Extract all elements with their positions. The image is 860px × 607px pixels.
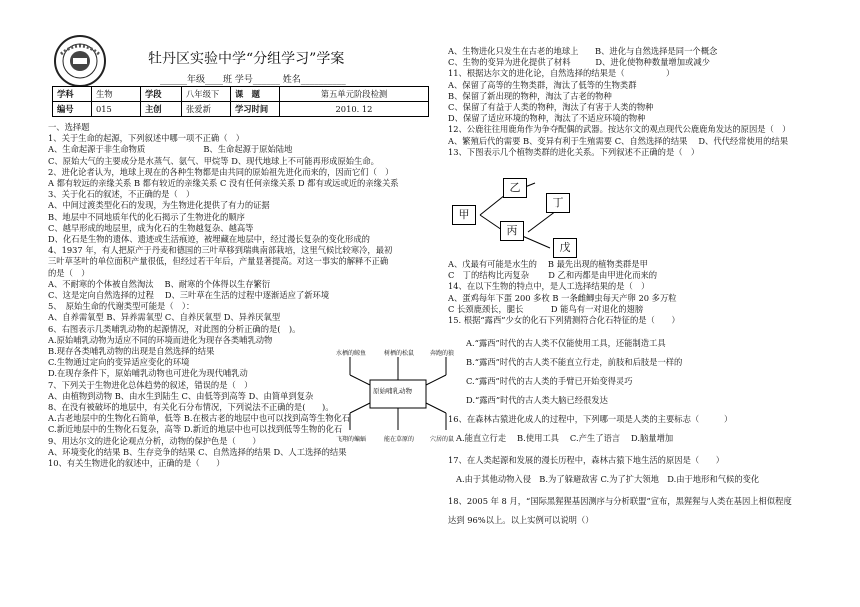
mammal-origin-diagram bbox=[340, 345, 458, 445]
option-line: A.由于其他动物入侵 B.为了躲避敌害 C.为了扩大领地 D.由于地形和气候的变化 bbox=[456, 474, 760, 484]
question-line: 7、下列关于生物进化总体趋势的叙述，错误的是（ ） bbox=[48, 379, 253, 390]
question-line: 2、进化论者认为，地球上现在的各种生物都是由共同的原始祖先进化而来的，因而它们（ ） bbox=[48, 166, 394, 177]
question-line: 10、有关生物进化的叙述中，正确的是（ ） bbox=[48, 458, 225, 469]
question-line: 6、右图表示几类哺乳动物的起源情况，对此图的分析正确的是( )。 bbox=[48, 323, 301, 334]
question-line: C、越早形成的地层里，成为化石的生物越复杂、越高等 bbox=[48, 222, 254, 233]
question-line: C 丁的结构比丙复杂 D 乙和丙都是由甲进化而来的 bbox=[448, 270, 658, 281]
diagram-top-label: 奔跑的狼 bbox=[430, 350, 455, 357]
table-cell: 学科 bbox=[53, 87, 92, 102]
question-line: 17、在人类起源和发展的漫长历程中，森林古猿下地生活的原因是（ ） bbox=[448, 455, 725, 465]
plant-evolution-diagram bbox=[450, 160, 630, 260]
tree-node-ding: 丁 bbox=[546, 193, 570, 213]
info-table bbox=[52, 86, 429, 117]
question-line: A、生物进化只发生在古老的地球上 B、进化与自然选择是同一个概念 bbox=[448, 46, 718, 56]
q15-options bbox=[466, 334, 846, 410]
diagram-center-label: 原始哺乳动物 bbox=[373, 387, 412, 395]
question-line: A、由植物到动物 B、由水生到陆生 C、由低等到高等 D、由简单到复杂 bbox=[48, 390, 314, 401]
question-line: A、蛋鸡每年下蛋 200 多枚 B 一条雌鲫虫每天产卵 20 多万粒 bbox=[448, 292, 677, 303]
question-line: 9、用达尔文的进化论观点分析，动物的保护色是（ ） bbox=[48, 435, 261, 446]
table-cell: 学段 bbox=[141, 87, 182, 102]
question-line: 15. 根据“露西”少女的化石下列猜测符合化石特征的是（ ） bbox=[448, 315, 680, 326]
q16-block bbox=[448, 410, 848, 448]
tree-node-bing: 丙 bbox=[500, 221, 524, 241]
option-line: C.“露西”时代的古人类的手臂已开始变得灵巧 bbox=[466, 376, 633, 386]
question-line: C、生物的变异为进化提供了材料 D、进化使物种数量增加或减少 bbox=[448, 57, 710, 68]
student-info-line: ______年级____班 学号______ 姓名__________ bbox=[160, 75, 346, 85]
table-cell: 2010. 12 bbox=[280, 102, 429, 117]
diagram-top-label: 树栖的松鼠 bbox=[384, 350, 415, 357]
table-cell: 八年级下 bbox=[182, 87, 231, 102]
question-line: B、保留了新出现的物种，淘汰了古老的物种 bbox=[448, 90, 612, 101]
diagram-top-label: 水栖的鲸鱼 bbox=[336, 350, 367, 357]
question-line: C 长颈鹿颈长，腿长 D 能鸟有一对退化的翅膀 bbox=[448, 303, 644, 314]
option-line: B.“露西”时代的古人类不能直立行走，前肢和后肢是一样的 bbox=[466, 357, 683, 367]
question-line: A、中间过渡类型化石的发现，为生物进化提供了有力的证据 bbox=[48, 200, 270, 211]
question-line: 13、下图表示几个植物类群的进化关系。下列叙述不正确的是（ ） bbox=[448, 146, 700, 157]
tree-node-yi: 乙 bbox=[503, 178, 527, 198]
table-cell: 学习时间 bbox=[231, 102, 280, 117]
table-cell: 张爱新 bbox=[182, 102, 231, 117]
question-line: A、保留了高等的生物类群，淘汰了低等的生物类群 bbox=[448, 79, 637, 90]
question-line: C、原始大气的主要成分是水蒸气、氨气、甲烷等 D、现代地球上不可能再形成原始生命。 bbox=[48, 155, 379, 166]
q17-block bbox=[448, 451, 848, 489]
question-line: A、自养需氧型 B、异养需氧型 C、自养厌氧型 D、异养厌氧型 bbox=[48, 312, 281, 323]
question-line: A.原始哺乳动物为适应不同的环境而进化为现存各类哺乳动物 bbox=[48, 334, 273, 345]
question-line: 11、根据达尔文的进化论，自然选择的结果是（ ） bbox=[448, 68, 675, 79]
question-line: 三叶草茎叶的单位面积产量很低，但经过若干年后，产量显著提高。对这一事实的解释不正确 bbox=[48, 256, 389, 267]
question-line: 16、在森林古猿进化成人的过程中，下列哪一项是人类的主要标志（ ） bbox=[448, 414, 733, 424]
question-line: 12、公鹿往往用鹿角作为争夺配偶的武器。按达尔文的观点现代公鹿鹿角发达的原因是（ ） bbox=[448, 124, 791, 135]
option-line: A.能直立行走 B.使用工具 C.产生了语言 D.脑量增加 bbox=[456, 433, 674, 443]
diagram-bottom-label: 能在草原的 bbox=[384, 436, 415, 443]
table-row bbox=[53, 87, 429, 102]
question-line: D、保留了适应环境的物种，淘汰了不适应环境的物种 bbox=[448, 113, 646, 124]
question-line: A、环境变化的结果 B、生存竞争的结果 C、自然选择的结果 D、人工选择的结果 bbox=[48, 446, 347, 457]
question-line: A、不耐寒的个体被自然淘汰 B、耐寒的个体得以生存繁衍 bbox=[48, 278, 271, 289]
question-line: B、地层中不同地质年代的化石揭示了生物进化的顺序 bbox=[48, 211, 245, 222]
option-line: A.“露西”时代的古人类不仅能使用工具，还能制造工具 bbox=[466, 338, 666, 348]
tree-node-wu: 戊 bbox=[553, 238, 577, 258]
table-cell: 编号 bbox=[53, 102, 92, 117]
right-column-lower bbox=[448, 259, 848, 326]
table-row bbox=[53, 102, 429, 117]
tree-node-jia: 甲 bbox=[452, 205, 476, 225]
question-line: 5、 原始生命的代谢类型可能是（ ）： bbox=[48, 301, 195, 312]
question-line: A、生命起源于非生命物质 B、生命起源于原始陆地 bbox=[48, 144, 293, 155]
question-line: C.新近地层中的生物化石复杂，高等 D.新近的地层中也可以找到低等生物的化石 bbox=[48, 424, 343, 435]
table-cell: 课 题 bbox=[231, 87, 280, 102]
question-line: B.现存各类哺乳动物的出现是自然选择的结果 bbox=[48, 346, 215, 357]
question-line: A 都有较远的亲缘关系 B 都有较近的亲缘关系 C 没有任何亲缘关系 D 都有或远或近的亲缘关系 bbox=[48, 178, 399, 189]
section-heading: 一、选择题 bbox=[48, 122, 90, 132]
table-cell: 015 bbox=[92, 102, 141, 117]
question-line: 的是（ ） bbox=[48, 267, 90, 278]
question-line: A、繁殖后代的需要 B、变异有利于生殖需要 C、自然选择的结果 D、代代经常使用的结果 bbox=[448, 135, 788, 146]
question-line: D.在现存条件下，原始哺乳动物也可进化为现代哺乳动 bbox=[48, 368, 248, 379]
diagram-bottom-label: 飞翔的蝙蝠 bbox=[336, 436, 367, 443]
diagram-bottom-label: 穴居的鼠 bbox=[430, 436, 455, 443]
question-line: 3、关于化石的叙述，不正确的是（ ） bbox=[48, 189, 195, 200]
question-line: C、保留了有益于人类的物种，淘汰了有害于人类的物种 bbox=[448, 102, 654, 113]
question-line: A、戊最有可能是水生的 B 最先出现的植物类群是甲 bbox=[448, 259, 648, 269]
right-column bbox=[448, 46, 848, 158]
table-cell: 第五单元阶段检测 bbox=[280, 87, 429, 102]
question-line: A.古老地层中的生物化石简单，低等 B.在极古老的地层中也可以找到高等生物化石 bbox=[48, 413, 351, 424]
question-line: C、这是定向自然选择的过程 D、三叶草在生活的过程中逐渐适应了新环境 bbox=[48, 290, 330, 301]
question-line: 1、关于生命的起源，下列叙述中哪一项不正确（ ） bbox=[48, 133, 245, 144]
question-line: 14、在以下生物的特点中，是人工选择结果的是（ ） bbox=[448, 281, 650, 292]
question-line: 4、1937 年，有人把原产于丹麦和德国的三叶草移到瑞典南部栽培，这里气候比较寒冷，最初 bbox=[48, 245, 393, 256]
question-line: C.生物通过定向的变异适应变化的环境 bbox=[48, 357, 190, 368]
table-cell: 生物 bbox=[92, 87, 141, 102]
page-title: 牡丹区实验中学“分组学习”学案 bbox=[148, 51, 345, 67]
question-line: 8、在没有被破坏的地层中，有关化石分布情况，下列说法不正确的是( )。 bbox=[48, 402, 334, 413]
school-seal-logo bbox=[53, 34, 107, 88]
option-line: D.“露西”时代的古人类大脑已经很发达 bbox=[466, 395, 608, 405]
question-line: 18、2005 年 8 月，“国际黑猩猩基因测序与分析联盟”宣布，黑猩猩与人类在基因上相似程度 bbox=[448, 496, 792, 506]
q18-block bbox=[448, 492, 848, 530]
question-line: D、化石是生物的遗体、遗迹或生活痕迹，被埋藏在地层中，经过漫长复杂的变化形成的 bbox=[48, 234, 370, 245]
table-cell: 主创 bbox=[141, 102, 182, 117]
question-line: 达到 96%以上。以上实例可以说明（） bbox=[448, 515, 594, 525]
